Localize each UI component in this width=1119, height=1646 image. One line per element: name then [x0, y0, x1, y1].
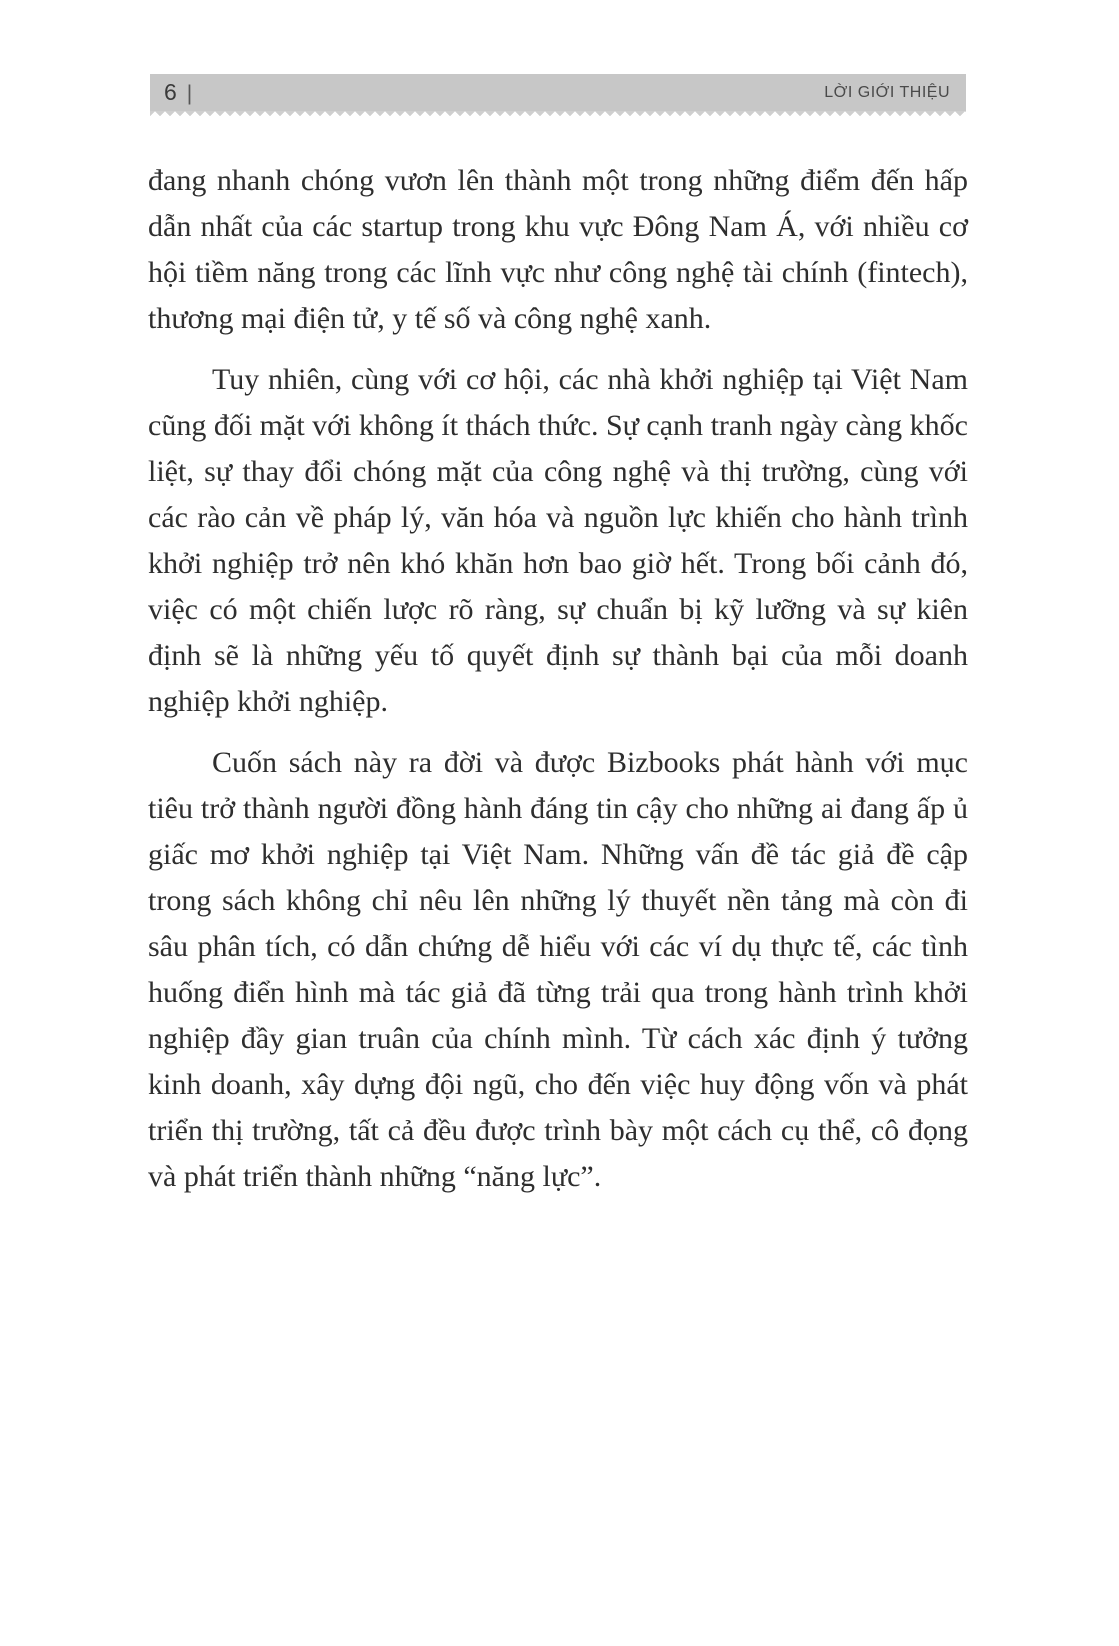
page-header [150, 74, 966, 111]
page-header-left [164, 81, 192, 104]
body-text [148, 158, 968, 1215]
running-head-title: LỜI GIỚI THIỆU [824, 83, 950, 101]
paragraph: Tuy nhiên, cùng với cơ hội, các nhà khởi nghiệp tại Việt Nam cũng đối mặt với không ít thách thức. Sự cạnh tranh ngày càng khốc liệt, sự thay đổi chóng mặt của công nghệ và thị trường, cùng với các rào cản về pháp lý, văn hóa và nguồn lực khiến cho hành trình khởi nghiệp trở nên khó khăn hơn bao giờ hết. Trong bối cảnh đó, việc có một chiến lược rõ ràng, sự chuẩn bị kỹ lưỡng và sự kiên định sẽ là những yếu tố quyết định sự thành bại của mỗi doanh nghiệp khởi nghiệp. [148, 363, 968, 718]
paragraph: đang nhanh chóng vươn lên thành một trong những điểm đến hấp dẫn nhất của các startup trong khu vực Đông Nam Á, với nhiều cơ hội tiềm năng trong các lĩnh vực như công nghệ tài chính (fintech), thương mại điện tử, y tế số và công nghệ xanh. [148, 164, 968, 335]
header-separator: | [186, 82, 193, 105]
paragraph: Cuốn sách này ra đời và được Bizbooks phát hành với mục tiêu trở thành người đồng hành đáng tin cậy cho những ai đang ấp ủ giấc mơ khởi nghiệp tại Việt Nam. Những vấn đề tác giả đề cập trong sách không chỉ nêu lên những lý thuyết nền tảng mà còn đi sâu phân tích, có dẫn chứng dễ hiểu với các ví dụ thực tế, các tình huống điển hình mà tác giả đã từng trải qua trong hành trình khởi nghiệp đầy gian truân của chính mình. Từ cách xác định ý tưởng kinh doanh, xây dựng đội ngũ, cho đến việc huy động vốn và phát triển thị trường, tất cả đều được trình bày một cách cụ thể, cô đọng và phát triển thành những “năng lực”. [148, 746, 968, 1193]
page-number: 6 [164, 79, 177, 105]
